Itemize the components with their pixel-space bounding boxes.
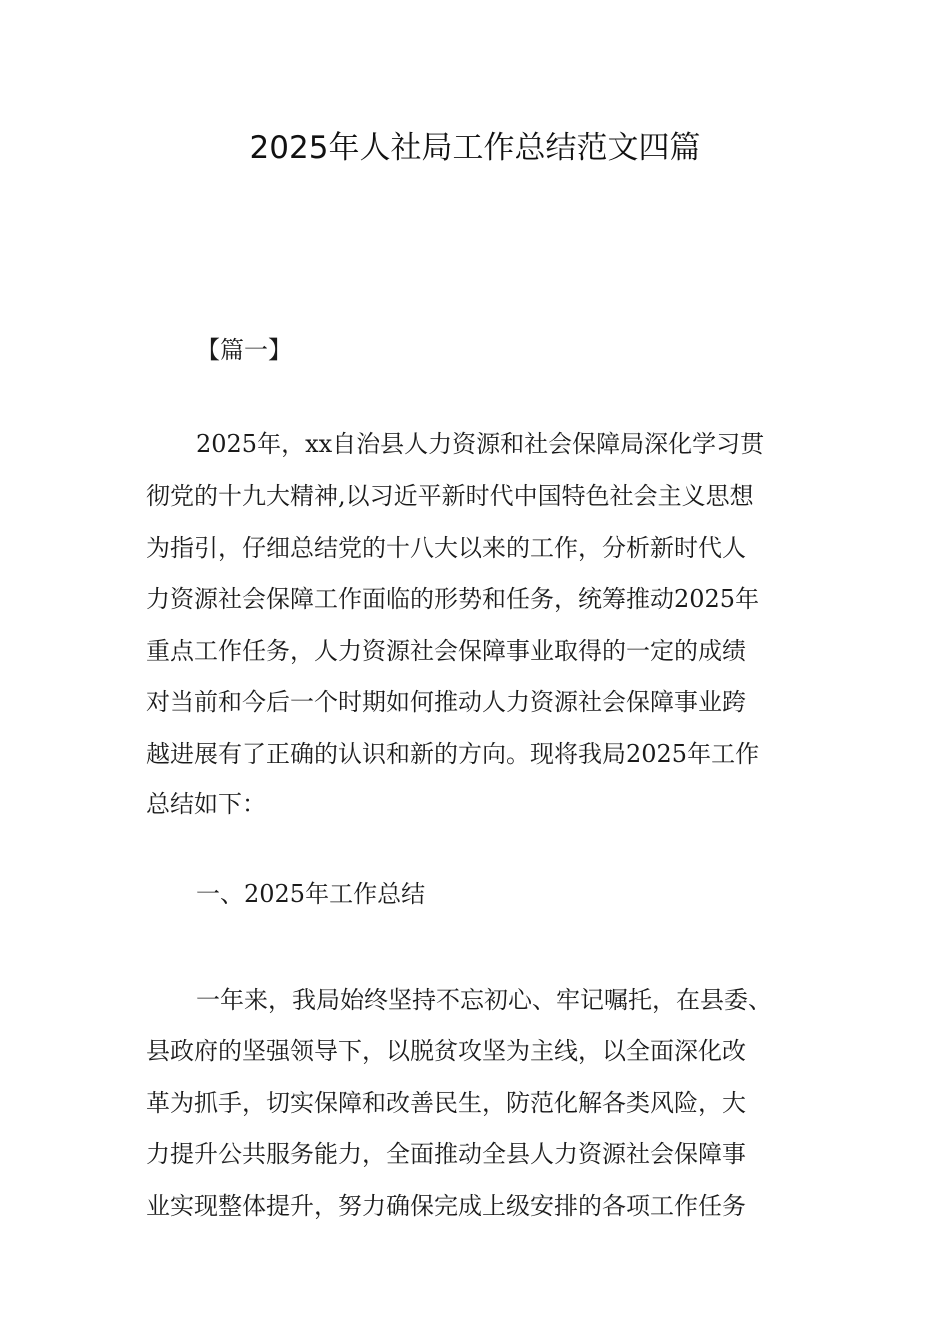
section-tag: 【篇一】	[196, 336, 292, 364]
paragraph-line: 重点工作任务，人力资源社会保障事业取得的一定的成绩	[146, 637, 746, 665]
paragraph-line: 革为抓手，切实保障和改善民生，防范化解各类风险，大	[146, 1089, 746, 1117]
paragraph-line: 力资源社会保障工作面临的形势和任务，统筹推动2025年	[146, 585, 760, 613]
paragraph-line: 总结如下：	[146, 790, 266, 818]
paragraph-line: 一年来，我局始终坚持不忘初心、牢记嘱托，在县委、	[196, 986, 772, 1014]
paragraph-line: 越进展有了正确的认识和新的方向。现将我局2025年工作	[146, 740, 760, 768]
paragraph-line: 2025年，xx自治县人力资源和社会保障局深化学习贯	[196, 430, 765, 458]
paragraph-line: 力提升公共服务能力，全面推动全县人力资源社会保障事	[146, 1140, 746, 1168]
paragraph-line: 业实现整体提升，努力确保完成上级安排的各项工作任务	[146, 1192, 746, 1220]
paragraph-line: 彻党的十九大精神,以习近平新时代中国特色社会主义思想	[146, 482, 754, 510]
paragraph-line: 为指引，仔细总结党的十八大以来的工作，分析新时代人	[146, 534, 746, 562]
paragraph-line: 对当前和今后一个时期如何推动人力资源社会保障事业跨	[146, 688, 746, 716]
section-heading: 一、2025年工作总结	[196, 880, 426, 908]
document-title: 2025年人社局工作总结范文四篇	[249, 130, 701, 166]
paragraph-line: 县政府的坚强领导下，以脱贫攻坚为主线，以全面深化改	[146, 1037, 746, 1065]
